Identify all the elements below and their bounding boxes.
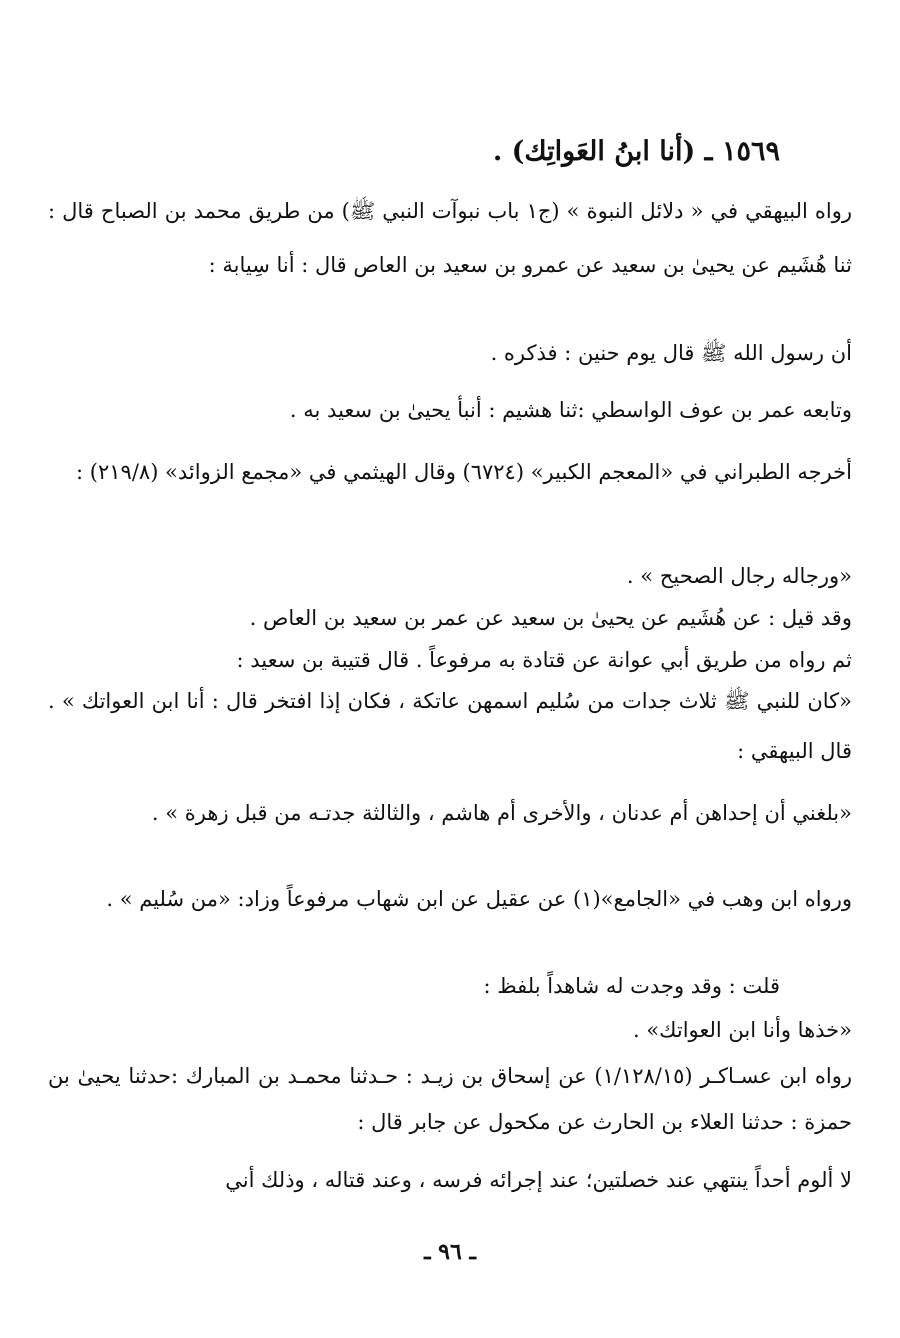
paragraph-5: «ورجاله رجال الصحيح » . bbox=[626, 564, 852, 588]
page-number: ـ ٩٦ ـ bbox=[424, 1239, 476, 1265]
paragraph-12: «خذها وأنا ابن العواتك» . bbox=[632, 1018, 852, 1042]
paragraph-10: ورواه ابن وهب في «الجامع»(١) عن عقيل عن ابن شهاب مرفوعاً وزاد: «من سُليم » . bbox=[106, 887, 852, 911]
paragraph-9: «بلغني أن إحداهن أم عدنان ، والأخرى أم هاشم ، والثالثة جدتـه من قبل زهرة » . bbox=[151, 801, 852, 825]
paragraph-13: رواه ابن عسـاكـر (١/١٢٨/١٥) عن إسحاق بن زيـد : حـدثنا محمـد بن المبارك :حدثنا يحيىٰ بن حمزة : حدثنا العلاء بن الحارث عن مكحول عن جابر قال : bbox=[48, 1064, 852, 1134]
paragraph-2: أن رسول الله ﷺ قال يوم حنين : فذكره . bbox=[490, 341, 852, 365]
document-page bbox=[48, 0, 852, 1338]
paragraph-3: وتابعه عمر بن عوف الواسطي :ثنا هشيم : أنبأ يحيىٰ بن سعيد به . bbox=[289, 398, 852, 422]
entry-heading: ١٥٦٩ ـ (أنا ابنُ العَواتِك) . bbox=[492, 136, 780, 167]
paragraph-8: «كان للنبي ﷺ ثلاث جدات من سُليم اسمهن عاتكة ، فكان إذا افتخر قال : أنا ابن العواتك » . قال البيهقي : bbox=[48, 689, 852, 763]
paragraph-4: أخرجه الطبراني في «المعجم الكبير» (٦٧٢٤) وقال الهيثمي في «مجمع الزوائد» (٢١٩/٨) : bbox=[76, 460, 852, 484]
paragraph-6: وقد قيل : عن هُشَيم عن يحيىٰ بن سعيد عن عمر بن سعيد بن العاص . bbox=[249, 606, 852, 630]
paragraph-7: ثم رواه من طريق أبي عوانة عن قتادة به مرفوعاً . قال قتيبة بن سعيد : bbox=[236, 648, 852, 672]
paragraph-14: لا ألوم أحداً ينتهي عند خصلتين؛ عند إجرائه فرسه ، وعند قتاله ، وذلك أني bbox=[225, 1168, 852, 1192]
paragraph-11: قلت : وقد وجدت له شاهداً بلفظ : bbox=[483, 974, 780, 998]
paragraph-1: رواه البيهقي في « دلائل النبوة » (ج١ باب نبوآت النبي ﷺ) من طريق محمد بن الصباح قال : ثنا هُشَيم عن يحيىٰ بن سعيد عن عمرو بن سعيد بن العاص قال : أنا سِيابة : bbox=[48, 199, 852, 277]
